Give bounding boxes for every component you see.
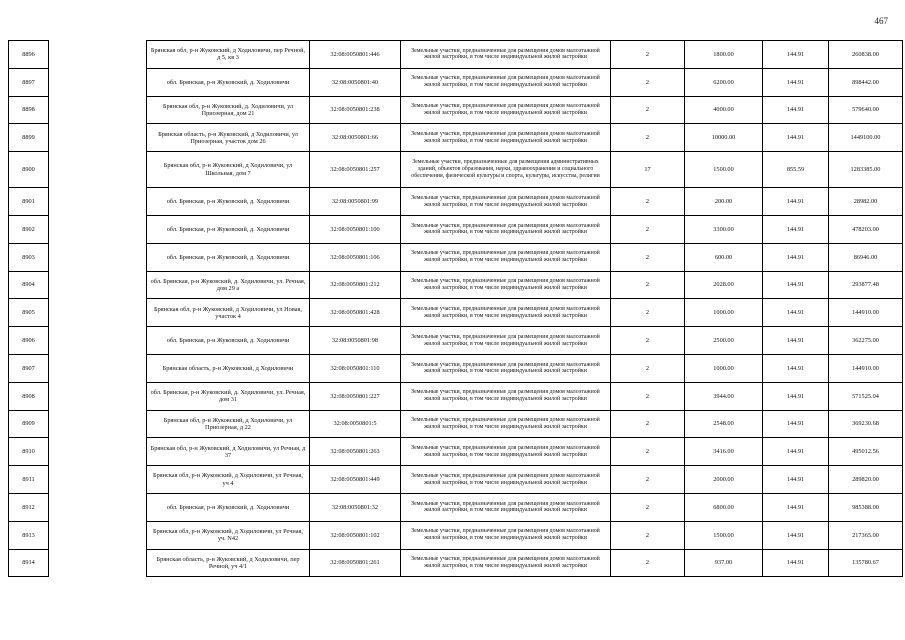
cell-area: 3416.00 [685,438,763,466]
cell-rate: 144.91 [763,410,829,438]
cell-area: 3944.00 [685,382,763,410]
cell-cadastral-number: 32:08:0050801:106 [310,243,401,271]
cell-cadastral-value: 260838.00 [829,41,903,69]
table-row [9,299,903,327]
cell-land-purpose: Земельные участки, предназначенные для размещения домов малоэтажной жилой застройки, в том числе индивидуальной жилой застройки [401,521,611,549]
table-row [9,382,903,410]
cell-group: 2 [611,382,685,410]
cell-land-purpose: Земельные участки, предназначенные для размещения домов малоэтажной жилой застройки, в том числе индивидуальной жилой застройки [401,410,611,438]
cell-cadastral-value: 293877.48 [829,271,903,299]
table-row [9,438,903,466]
cell-address: Брянская обл, р-н Жуковский, д Ходиловичи, ул Новая, участок 4 [147,299,310,327]
cell-cadastral-value: 1283385.00 [829,152,903,188]
cell-area: 2500.00 [685,327,763,355]
cell-group: 2 [611,521,685,549]
cell-rate: 144.91 [763,188,829,216]
cell-spacer [49,243,147,271]
cell-cadastral-number: 32:08:0050801:449 [310,466,401,494]
cell-spacer [49,152,147,188]
cell-spacer [49,215,147,243]
cell-area: 1000.00 [685,299,763,327]
table-row [9,152,903,188]
cell-cadastral-value: 86946.00 [829,243,903,271]
cell-cadastral-value: 579640.00 [829,96,903,124]
cell-area: 1800.00 [685,41,763,69]
cell-area: 2548.00 [685,410,763,438]
cell-land-purpose: Земельные участки, предназначенные для размещения домов малоэтажной жилой застройки, в том числе индивидуальной жилой застройки [401,354,611,382]
cell-area: 937.00 [685,549,763,577]
cell-land-purpose: Земельные участки, предназначенные для размещения домов малоэтажной жилой застройки, в том числе индивидуальной жилой застройки [401,68,611,96]
table-row [9,68,903,96]
cell-spacer [49,271,147,299]
cell-spacer [49,466,147,494]
cell-area: 6800.00 [685,493,763,521]
cell-cadastral-number: 32:08:0050801:100 [310,215,401,243]
table-row [9,410,903,438]
cell-area: 2000.00 [685,466,763,494]
cell-spacer [49,124,147,152]
cell-spacer [49,410,147,438]
cell-group: 2 [611,96,685,124]
table-row [9,215,903,243]
cell-land-purpose: Земельные участки, предназначенные для размещения домов малоэтажной жилой застройки, в том числе индивидуальной жилой застройки [401,188,611,216]
cell-cadastral-value: 144910.00 [829,299,903,327]
cell-cadastral-number: 32:08:0050801:110 [310,354,401,382]
table-row [9,124,903,152]
cell-address: Брянская обл, р-н Жуковский, д Ходиловичи, пер Речной, д 5, кв 3 [147,41,310,69]
cell-land-purpose: Земельные участки, предназначенные для размещения домов малоэтажной жилой застройки, в том числе индивидуальной жилой застройки [401,41,611,69]
cell-cadastral-value: 144910.00 [829,354,903,382]
cell-area: 10000.00 [685,124,763,152]
cell-address: Брянская область, р-н Жуковский, д Ходиловичи, ул Приозерная, участок дом 26 [147,124,310,152]
cell-cadastral-value: 898442.00 [829,68,903,96]
cell-land-purpose: Земельные участки, предназначенные для размещения домов малоэтажной жилой застройки, в том числе индивидуальной жилой застройки [401,299,611,327]
cell-group: 17 [611,152,685,188]
cell-number: 8907 [9,354,49,382]
cell-address: Брянская обл, р-н Жуковский, д Ходиловичи, ул Речная, уч 4 [147,466,310,494]
cell-cadastral-number: 32:08:0050801:212 [310,271,401,299]
cell-address: Брянская обл, р-н Жуковский, д Ходиловичи, ул Речная, д 37 [147,438,310,466]
cadastral-value-table [8,40,903,577]
cell-cadastral-number: 32:08:0050801:428 [310,299,401,327]
cell-group: 2 [611,124,685,152]
cell-land-purpose: Земельные участки, предназначенные для размещения домов малоэтажной жилой застройки, в том числе индивидуальной жилой застройки [401,327,611,355]
cell-number: 8909 [9,410,49,438]
cell-rate: 144.91 [763,41,829,69]
cell-number: 8912 [9,493,49,521]
cell-area: 3300.00 [685,215,763,243]
cell-spacer [49,41,147,69]
cell-cadastral-value: 1449100.00 [829,124,903,152]
cell-group: 2 [611,271,685,299]
cell-land-purpose: Земельные участки, предназначенные для размещения домов малоэтажной жилой застройки, в том числе индивидуальной жилой застройки [401,549,611,577]
cell-land-purpose: Земельные участки, предназначенные для размещения домов малоэтажной жилой застройки, в том числе индивидуальной жилой застройки [401,438,611,466]
cell-number: 8903 [9,243,49,271]
table-row [9,243,903,271]
cell-group: 2 [611,354,685,382]
cell-spacer [49,354,147,382]
cell-area: 2028.00 [685,271,763,299]
table-row [9,493,903,521]
cell-number: 8901 [9,188,49,216]
cell-rate: 144.91 [763,215,829,243]
cell-area: 200.00 [685,188,763,216]
cell-land-purpose: Земельные участки, предназначенные для размещения домов малоэтажной жилой застройки, в том числе индивидуальной жилой застройки [401,243,611,271]
cell-group: 2 [611,188,685,216]
cell-address: обл. Брянская, р-н Жуковский, д. Ходиловичи [147,327,310,355]
table-row [9,96,903,124]
cell-group: 2 [611,243,685,271]
cell-land-purpose: Земельные участки, предназначенные для размещения домов малоэтажной жилой застройки, в том числе индивидуальной жилой застройки [401,493,611,521]
table-body [9,41,903,577]
cell-land-purpose: Земельные участки, предназначенные для размещения домов малоэтажной жилой застройки, в том числе индивидуальной жилой застройки [401,466,611,494]
cell-group: 2 [611,410,685,438]
cell-cadastral-number: 32:08:0050801:263 [310,438,401,466]
cell-rate: 144.91 [763,466,829,494]
cell-number: 8897 [9,68,49,96]
cell-group: 2 [611,41,685,69]
cell-group: 2 [611,68,685,96]
cell-group: 2 [611,438,685,466]
cell-land-purpose: Земельные участки, предназначенные для размещения домов малоэтажной жилой застройки, в том числе индивидуальной жилой застройки [401,382,611,410]
cell-cadastral-number: 32:08:0050801:40 [310,68,401,96]
cell-address: Брянская обл, р-н Жуковский, д Ходиловичи, ул Школьная, дом 7 [147,152,310,188]
cell-number: 8899 [9,124,49,152]
table-row [9,466,903,494]
cell-cadastral-number: 32:08:0050801:98 [310,327,401,355]
cell-cadastral-value: 135780.67 [829,549,903,577]
cell-cadastral-number: 32:08:0050801:261 [310,549,401,577]
cell-spacer [49,438,147,466]
cell-rate: 144.91 [763,354,829,382]
cell-address: Брянская область, р-н Жуковский, д Ходиловичи [147,354,310,382]
cell-rate: 144.91 [763,549,829,577]
cell-number: 8913 [9,521,49,549]
cell-number: 8911 [9,466,49,494]
cell-area: 1500.00 [685,521,763,549]
cell-number: 8902 [9,215,49,243]
cell-spacer [49,549,147,577]
cell-address: Брянская обл, р-н Жуковский, д Ходиловичи, ул Приозерная, д 22 [147,410,310,438]
cell-spacer [49,96,147,124]
cell-spacer [49,327,147,355]
cell-rate: 144.91 [763,124,829,152]
page-number: 467 [874,16,888,26]
cell-cadastral-number: 32:08:0050801:227 [310,382,401,410]
cell-spacer [49,299,147,327]
cell-rate: 144.91 [763,493,829,521]
cell-cadastral-number: 32:08:0050801:5 [310,410,401,438]
cell-rate: 855.59 [763,152,829,188]
cell-land-purpose: Земельные участки, предназначенные для размещения домов малоэтажной жилой застройки, в том числе индивидуальной жилой застройки [401,215,611,243]
cell-land-purpose: Земельные участки, предназначенные для размещения административных зданий, объектов образования, науки, здравоохранения и социального обеспечения, физической культуры и спорта, культуры, искусства, религии [401,152,611,188]
cell-area: 1500.00 [685,152,763,188]
cell-area: 6200.00 [685,68,763,96]
cell-cadastral-number: 32:08:0050801:99 [310,188,401,216]
cell-area: 1000.00 [685,354,763,382]
table-row [9,327,903,355]
cell-group: 2 [611,215,685,243]
cell-number: 8904 [9,271,49,299]
cell-cadastral-value: 478203.00 [829,215,903,243]
cell-address: обл. Брянская, р-н Жуковский, д. Ходиловичи, ул. Речная, дом 29 а [147,271,310,299]
cell-cadastral-number: 32:08:0050801:102 [310,521,401,549]
cell-rate: 144.91 [763,96,829,124]
cell-cadastral-value: 985388.00 [829,493,903,521]
cell-group: 2 [611,299,685,327]
table-row [9,271,903,299]
table-row [9,41,903,69]
cell-cadastral-number: 32:08:0050801:257 [310,152,401,188]
cell-address: обл. Брянская, р-н Жуковский, д. Ходиловичи, ул. Речная, дом 31 [147,382,310,410]
cell-cadastral-value: 362275.00 [829,327,903,355]
table-row [9,354,903,382]
cell-address: обл. Брянская, р-н Жуковский, д. Ходиловичи [147,215,310,243]
cell-cadastral-value: 369230.68 [829,410,903,438]
cell-rate: 144.91 [763,521,829,549]
cell-address: обл. Брянская, р-н Жуковский, д. Ходиловичи [147,243,310,271]
cell-rate: 144.91 [763,68,829,96]
cell-land-purpose: Земельные участки, предназначенные для размещения домов малоэтажной жилой застройки, в том числе индивидуальной жилой застройки [401,96,611,124]
cell-rate: 144.91 [763,271,829,299]
cell-area: 600.00 [685,243,763,271]
cell-land-purpose: Земельные участки, предназначенные для размещения домов малоэтажной жилой застройки, в том числе индивидуальной жилой застройки [401,124,611,152]
cell-rate: 144.91 [763,327,829,355]
table-row [9,188,903,216]
cell-address: обл. Брянская, р-н Жуковский, д. Ходиловичи [147,493,310,521]
cell-address: Брянская обл, р-н Жуковский, д. Ходиловичи, ул Приозерная, дом 21 [147,96,310,124]
cell-cadastral-number: 32:08:0050801:238 [310,96,401,124]
cell-area: 4000.00 [685,96,763,124]
cell-address: обл. Брянская, р-н Жуковский, д. Ходиловичи [147,188,310,216]
table-row [9,521,903,549]
cell-address: Брянская обл, р-н Жуковский, д Ходиловичи, ул Речная, уч. N42 [147,521,310,549]
cell-cadastral-value: 495012.56 [829,438,903,466]
cell-cadastral-number: 32:08:0050801:446 [310,41,401,69]
cell-group: 2 [611,549,685,577]
cell-cadastral-value: 217365.00 [829,521,903,549]
cell-group: 2 [611,493,685,521]
cell-number: 8896 [9,41,49,69]
cell-number: 8910 [9,438,49,466]
cell-cadastral-value: 28982.00 [829,188,903,216]
cell-address: Брянская область, р-н Жуковский, д Ходиловичи, пер Речной, уч 4/1 [147,549,310,577]
cell-cadastral-value: 289820.00 [829,466,903,494]
cell-rate: 144.91 [763,299,829,327]
cell-rate: 144.91 [763,382,829,410]
cell-address: обл. Брянская, р-н Жуковский, д. Ходиловичи [147,68,310,96]
cell-spacer [49,493,147,521]
cell-number: 8898 [9,96,49,124]
cell-land-purpose: Земельные участки, предназначенные для размещения домов малоэтажной жилой застройки, в том числе индивидуальной жилой застройки [401,271,611,299]
cell-group: 2 [611,466,685,494]
cell-number: 8900 [9,152,49,188]
cell-rate: 144.91 [763,438,829,466]
cell-number: 8905 [9,299,49,327]
cell-number: 8914 [9,549,49,577]
cell-number: 8908 [9,382,49,410]
cell-spacer [49,382,147,410]
cell-spacer [49,521,147,549]
cell-cadastral-number: 32:08:0050801:32 [310,493,401,521]
cell-spacer [49,68,147,96]
cell-rate: 144.91 [763,243,829,271]
cell-cadastral-value: 571525.04 [829,382,903,410]
cell-spacer [49,188,147,216]
cell-number: 8906 [9,327,49,355]
cell-cadastral-number: 32:08:0050801:66 [310,124,401,152]
table-row [9,549,903,577]
cell-group: 2 [611,327,685,355]
